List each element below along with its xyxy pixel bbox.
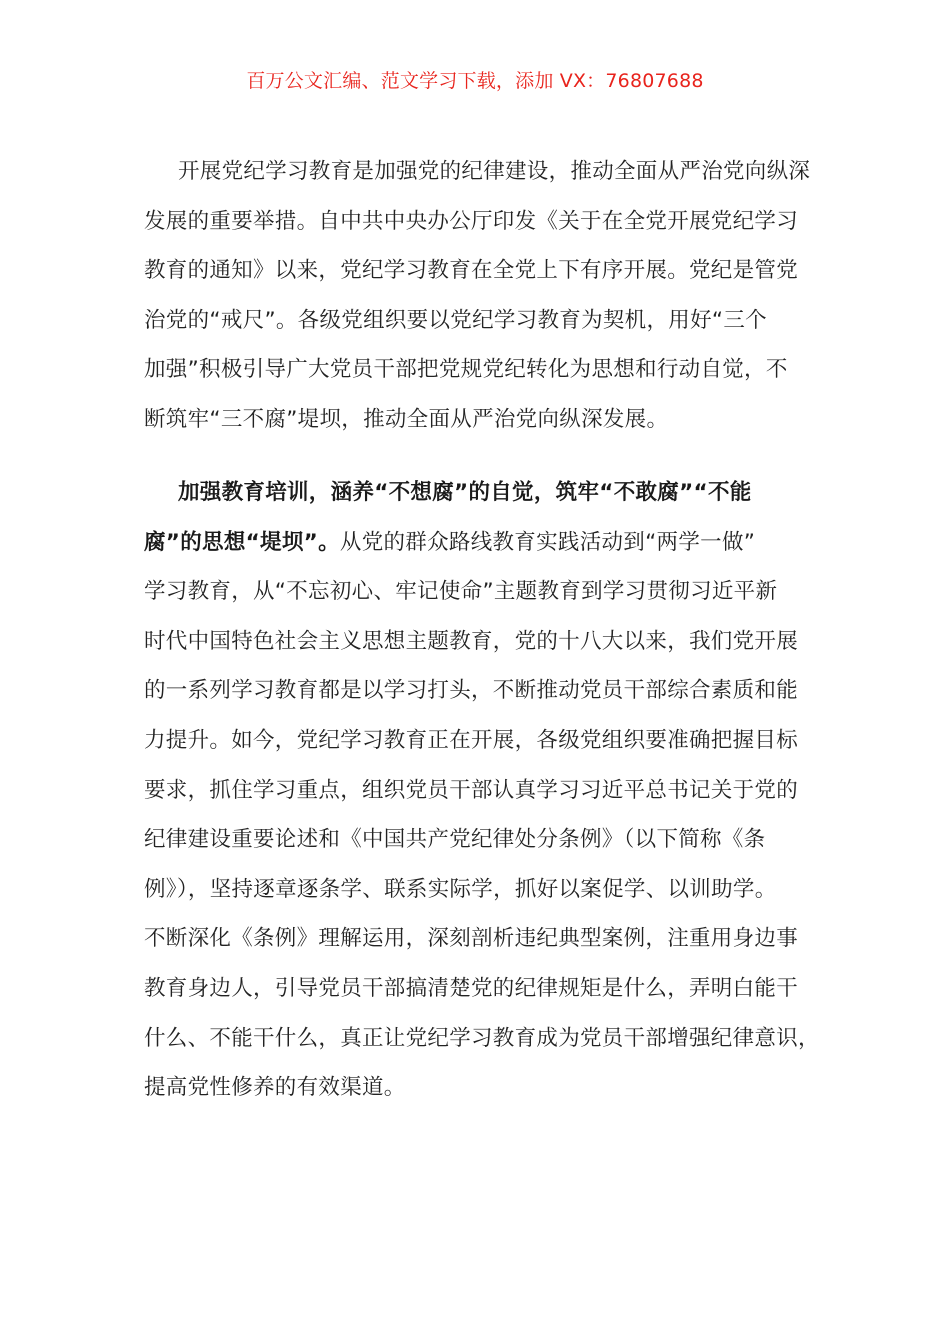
text-line: 开展党纪学习教育是加强党的纪律建设，推动全面从严治党向纵深 [178, 159, 811, 184]
text-line: 加强”积极引导广大党员干部把党规党纪转化为思想和行动自觉，不 [144, 357, 788, 383]
text-line: 教育身边人，引导党员干部搞清楚党的纪律规矩是什么，弄明白能干 [144, 975, 799, 1001]
text-line: 断筑牢“三不腐”堤坝，推动全面从严治党向纵深发展。 [144, 406, 669, 432]
text-run: 从党的群众路线教育实践活动到“两学一做” [339, 529, 756, 555]
text-line: 提高党性修养的有效渠道。 [144, 1075, 406, 1101]
text-line: 治党的“戒尺”。各级党组织要以党纪学习教育为契机，用好“三个 [144, 307, 767, 333]
text-line [144, 518, 816, 568]
text-line: 力提升。如今，党纪学习教育正在开展，各级党组织要准确把握目标 [144, 727, 799, 753]
text-line: 教育的通知》以来，党纪学习教育在全党上下有序开展。党纪是管党 [144, 258, 799, 284]
text-line: 什么、不能干什么，真正让党纪学习教育成为党员干部增强纪律意识， [144, 1025, 820, 1051]
text-line: 的一系列学习教育都是以学习打头，不断推动党员干部综合素质和能 [144, 678, 799, 704]
text-line: 时代中国特色社会主义思想主题教育，党的十八大以来，我们党开展 [144, 628, 799, 654]
section-heading: 加强教育培训，涵养“不想腐”的自觉，筑牢“不敢腐”“不能 [178, 480, 752, 505]
paragraph-education-training [144, 468, 820, 1113]
watermark-header: 百万公文汇编、范文学习下载，添加 VX：76807688 [246, 70, 704, 92]
text-line: 发展的重要举措。自中共中央办公厅印发《关于在全党开展党纪学习 [144, 208, 799, 234]
paragraph-intro [144, 147, 816, 445]
text-line: 纪律建设重要论述和《中国共产党纪律处分条例》（以下简称《条 [144, 827, 766, 853]
text-line: 例》），坚持逐章逐条学、联系实际学，抓好以案促学、以训助学。 [144, 876, 777, 902]
text-line: 学习教育，从“不忘初心、牢记使命”主题教育到学习贯彻习近平新 [144, 579, 778, 605]
section-heading-end: 腐”的思想“堤坝”。 [144, 529, 340, 555]
text-line: 要求，抓住学习重点，组织党员干部认真学习习近平总书记关于党的 [144, 777, 799, 803]
text-line: 不断深化《条例》理解运用，深刻剖析违纪典型案例，注重用身边事 [144, 926, 799, 952]
